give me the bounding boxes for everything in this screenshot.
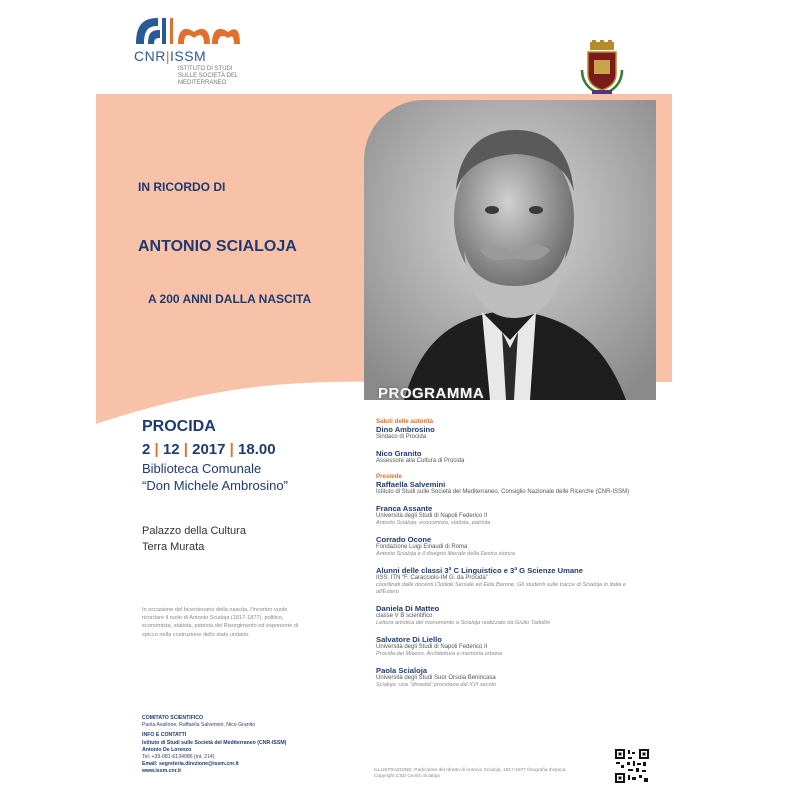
program-item: Presiede Raffaella Salvemini Istituto di Studi sulle Società del Mediterraneo, Consiglio Nazionale delle Ricerche (CNR-ISSM)	[376, 473, 630, 495]
event-description: In occasione del bicentenario della nascita, l'incontro vuole ricordare il ruolo di Antonio Scialoja (1817-1877), politico, economista, statista, patriota del Risorgimento ed esponente di spicco nella costruzione dello stato unitario.	[142, 607, 299, 638]
comitato-members: Paola Avallone, Raffaella Salvemini, Nico Granito	[142, 722, 256, 729]
event-address-1: Palazzo della Cultura	[142, 525, 246, 537]
program-item: Daniela Di Matteo classe V B scientifico Lettura artistica del monumento a Scialoja realizzato da Giulio Tadolini	[376, 604, 550, 626]
header-in-ricordo: IN RICORDO DI	[138, 180, 226, 194]
info-contact-name: Antonio De Lorenzo	[142, 746, 192, 753]
logo-subtitle: ISTITUTO DI STUDI SULLE SOCIETÀ DEL MEDITERRANEO	[178, 66, 239, 86]
illustration-caption: ILLUSTRAZIONE: Particolare del ritratto di Antonio Scialoja, 1817-1877 fotografia d'epoca. Copyright CSD Centro Scialoja	[374, 768, 567, 779]
program-item: Alunni delle classi 3ª C Linguistico e 3ª G Scienze Umane IISS. ITN “F. Caracciolo-IM G. da Procida” coordinati dalle docenti Clotilde Sersale ed Elda Barone. Gli studenti sulle tracce di Scialoja in Italia e all'Estero	[376, 566, 626, 595]
logo-text: CNR|ISSM	[134, 48, 207, 64]
qr-code-icon[interactable]	[614, 748, 650, 784]
info-web[interactable]: www.issm.cnr.it	[142, 768, 182, 775]
program-item: Franca Assante Università degli Studi di Napoli Federico II Antonio Scialoja: economista, statista, patriota	[376, 504, 491, 526]
event-city: PROCIDA	[142, 418, 216, 435]
comitato-heading: COMITATO SCIENTIFICO	[142, 715, 204, 721]
portrait-photo	[364, 100, 656, 400]
info-tel: Tel: +39-081-6134086 (int. 214)	[142, 754, 215, 761]
cnr-logo-icon	[132, 14, 242, 48]
cnr-issm-logo	[132, 14, 242, 94]
program-list	[376, 418, 646, 697]
programma-label: PROGRAMMA	[378, 385, 485, 402]
event-venue-name: “Don Michele Ambrosino”	[142, 478, 288, 493]
event-date: 2 | 12 | 2017 | 18.00	[142, 441, 276, 458]
program-item: Salvatore Di Liello Università degli Studi di Napoli Federico II Procida dei Miseno. Architettura e memoria urbana	[376, 635, 503, 657]
header-name: ANTONIO SCIALOJA	[138, 238, 297, 255]
program-item: Corrado Ocone Fondazione Luigi Einaudi di Roma Antonio Scialoja e il disegno liberale della Destra storica	[376, 535, 515, 557]
program-item: Saluti delle autorità Dino Ambrosino Sindaco di Procida	[376, 418, 435, 440]
header-anniversary: A 200 ANNI DALLA NASCITA	[148, 292, 312, 306]
info-institute: Istituto di Studi sulle Società del Mediterraneo (CNR-ISSM)	[142, 739, 287, 746]
info-heading: INFO E CONTATTI	[142, 732, 187, 739]
program-item: Nico Granito Assessore alla Cultura di Procida	[376, 449, 465, 464]
municipal-crest-icon	[580, 40, 624, 96]
program-item: Paola Scialoja Università degli Studi Suor Orsola Benincasa Scialoja: una “dinastia” procidana dal XVI secolo	[376, 666, 497, 688]
info-email[interactable]: Email: segreteria.direzione@issm.cnr.it	[142, 761, 239, 768]
poster	[96, 0, 672, 800]
event-venue: Biblioteca Comunale	[142, 461, 262, 476]
footer-info	[142, 715, 362, 776]
event-address-2: Terra Murata	[142, 541, 205, 553]
